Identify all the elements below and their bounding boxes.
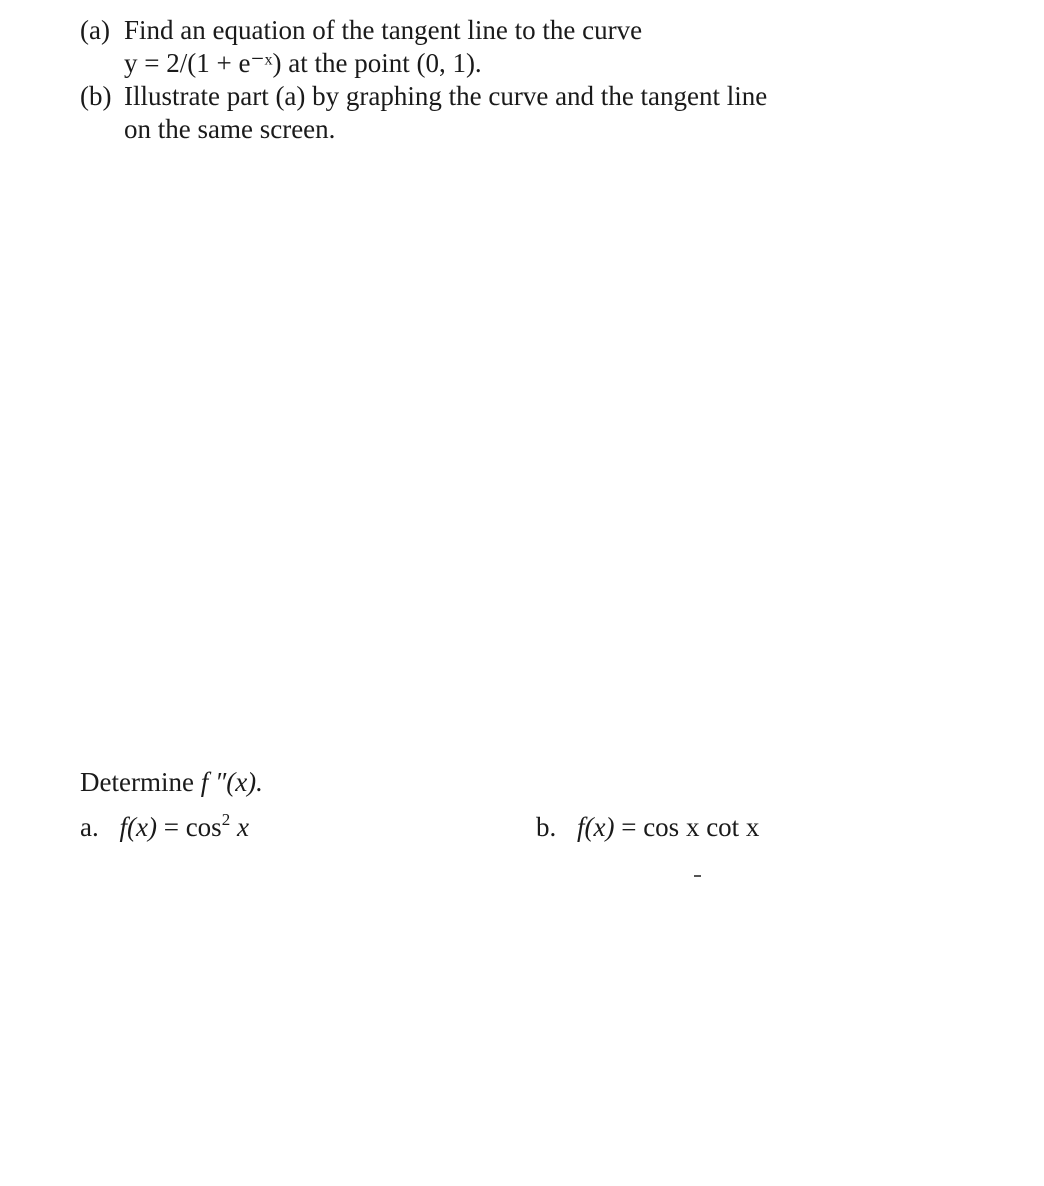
tangent-line-problem bbox=[80, 14, 840, 146]
part-a bbox=[80, 14, 840, 80]
item-b-label: b. bbox=[536, 812, 557, 842]
part-b-line-2: on the same screen. bbox=[124, 114, 336, 144]
item-b bbox=[536, 812, 759, 843]
part-b-label: (b) bbox=[80, 81, 112, 111]
part-a-label: (a) bbox=[80, 15, 110, 45]
prompt-word: Determine bbox=[80, 767, 194, 797]
part-b bbox=[80, 80, 840, 146]
prompt-math: f ″(x). bbox=[200, 767, 263, 797]
part-a-line-2: y = 2/(1 + e⁻ˣ) at the point (0, 1). bbox=[124, 48, 482, 78]
item-a-label: a. bbox=[80, 812, 99, 842]
function-items bbox=[80, 812, 840, 852]
item-a-rhs: cos bbox=[185, 812, 222, 842]
part-a-line-1: Find an equation of the tangent line to the curve bbox=[124, 15, 643, 45]
stray-mark bbox=[694, 875, 701, 877]
item-a-exponent: 2 bbox=[221, 810, 231, 829]
derivative-prompt bbox=[80, 764, 840, 800]
item-b-lhs: f(x) bbox=[577, 812, 615, 842]
second-derivative-problem bbox=[80, 764, 840, 852]
item-b-rhs: cos x cot x bbox=[643, 812, 760, 842]
item-a-lhs: f(x) bbox=[119, 812, 157, 842]
item-a-arg: x bbox=[236, 812, 249, 842]
part-b-line-1: Illustrate part (a) by graphing the curve and the tangent line bbox=[124, 81, 768, 111]
item-b-eq: = bbox=[621, 812, 637, 842]
item-a bbox=[80, 812, 249, 843]
item-a-eq: = bbox=[163, 812, 179, 842]
